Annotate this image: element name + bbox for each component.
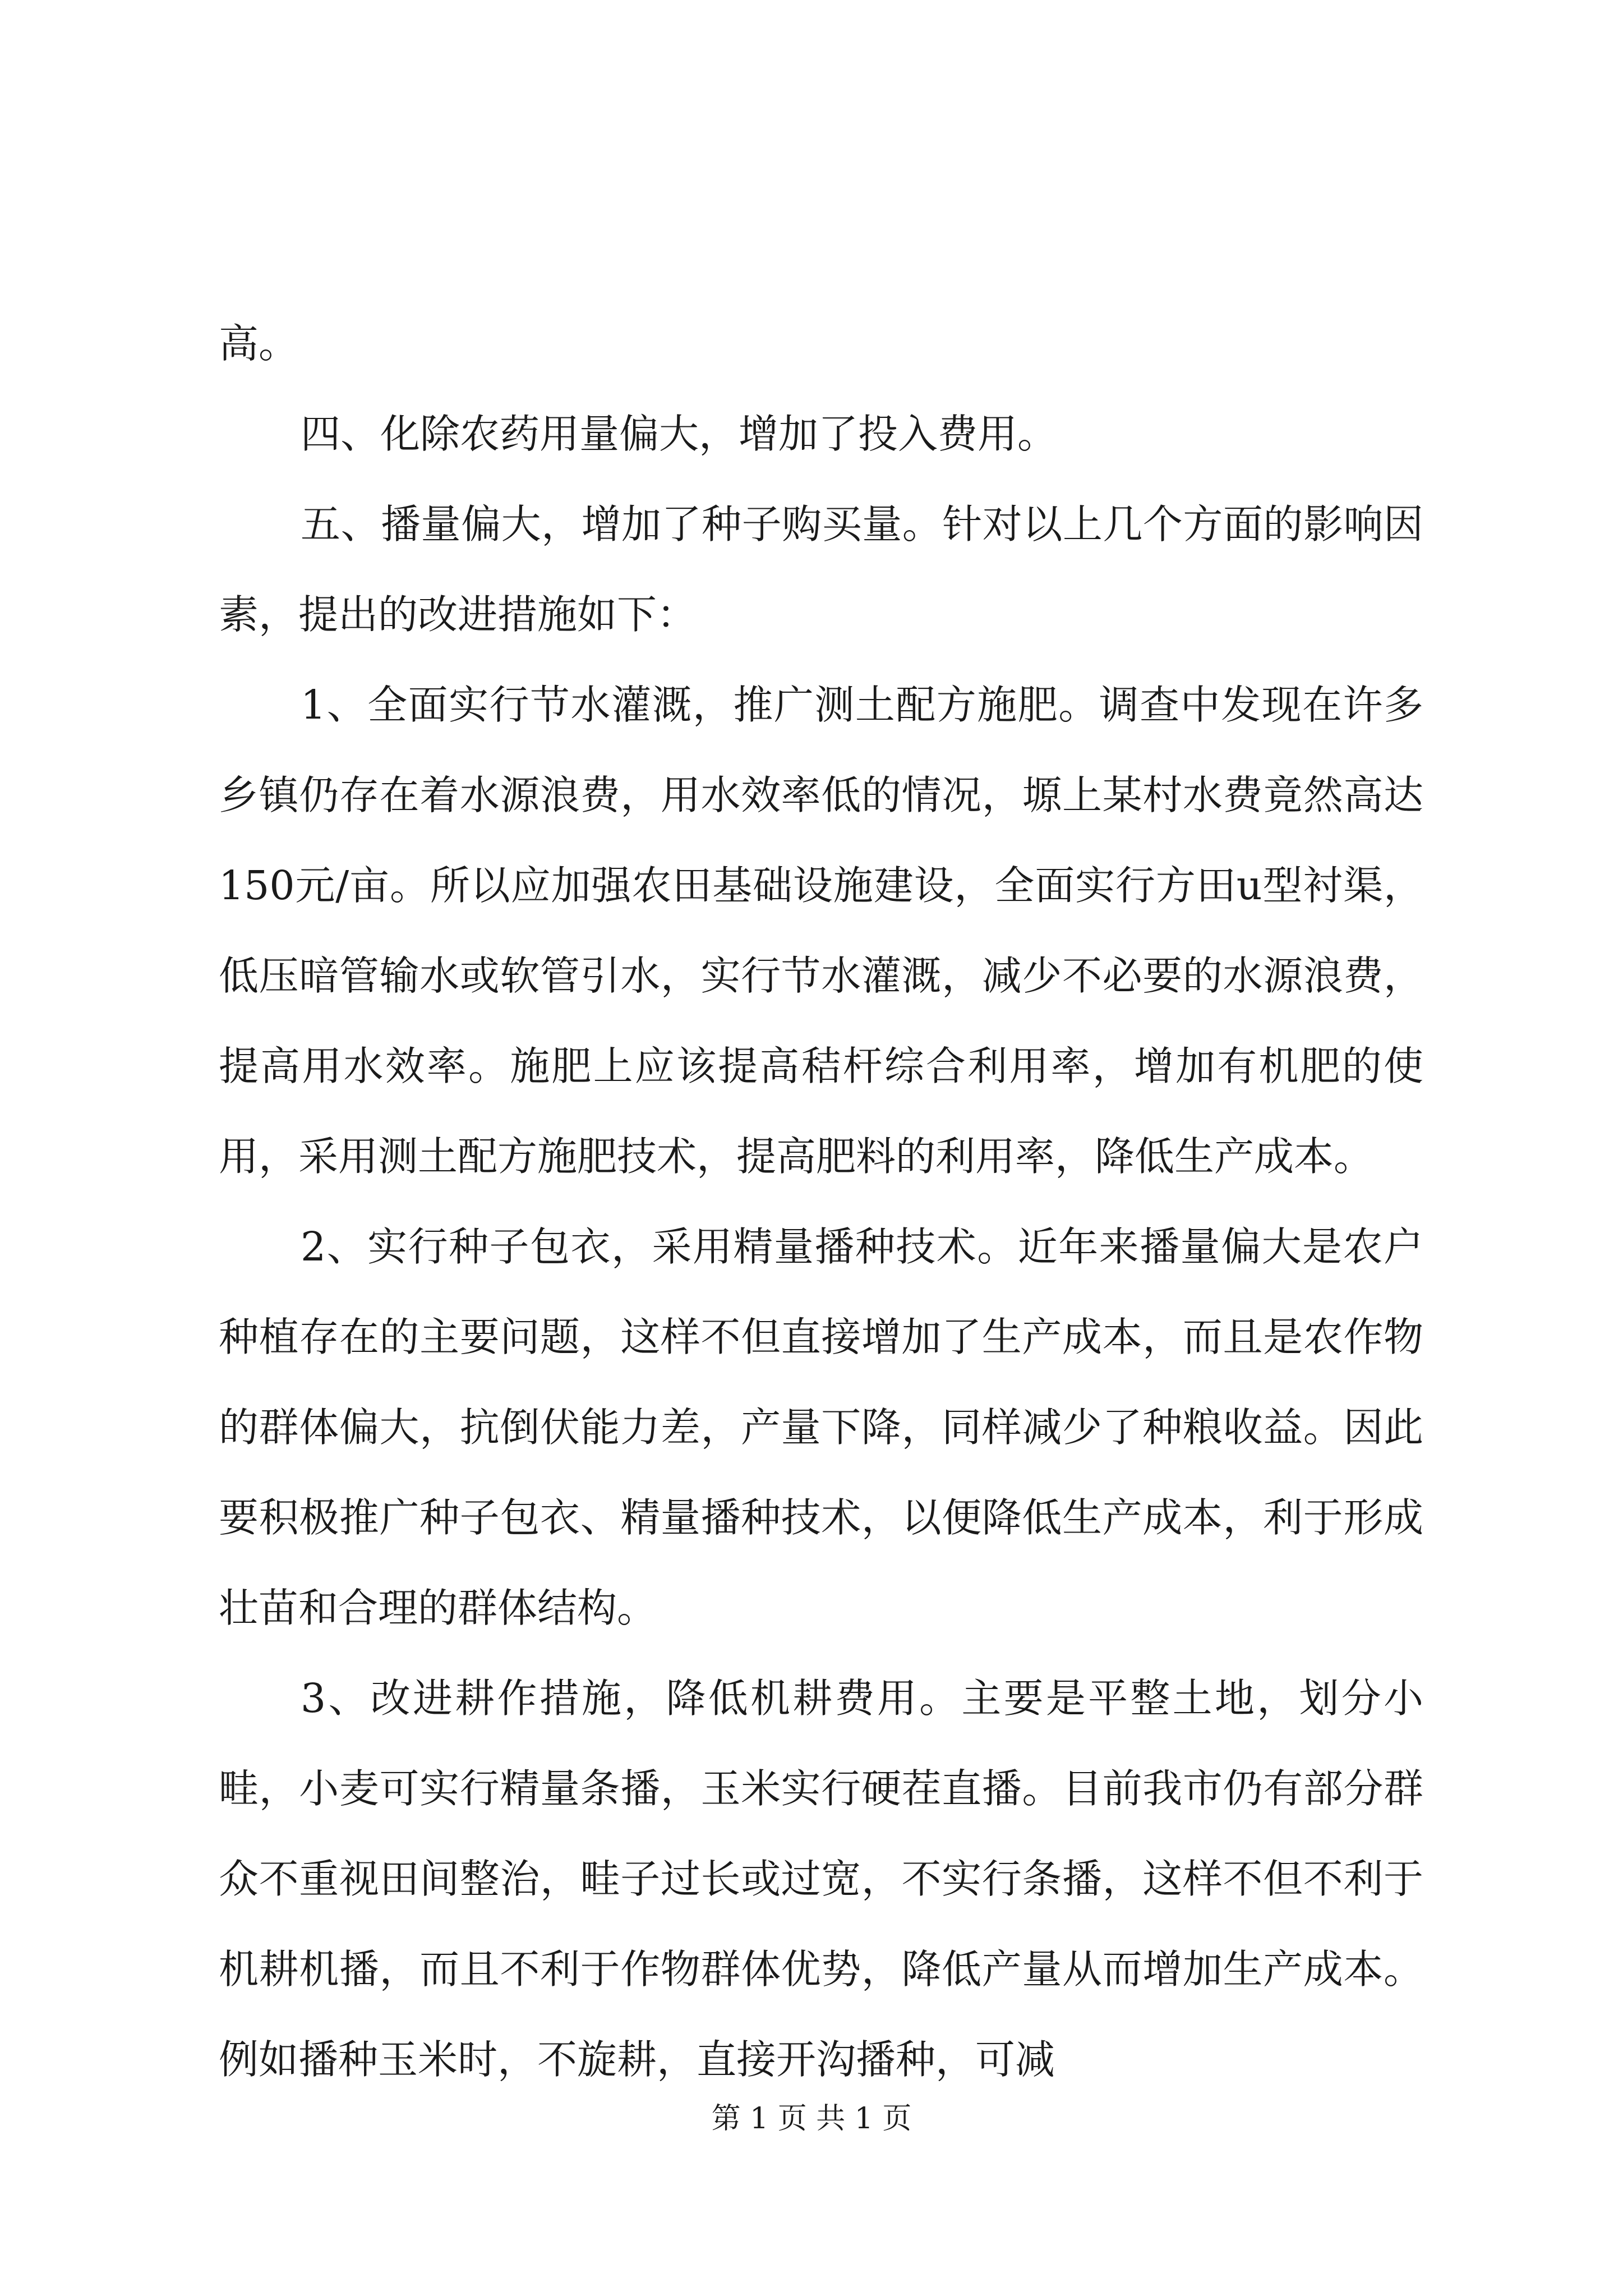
document-body xyxy=(219,298,1423,2105)
page-footer xyxy=(0,2099,1623,2138)
paragraph-5: 2、实行种子包衣，采用精量播种技术。近年来播量偏大是农户种植存在的主要问题，这样不但直接增加了生产成本，而且是农作物的群体偏大，抗倒伏能力差，产量下降，同样减少了种粮收益。因此要积极推广种子包衣、精量播种技术，以便降低生产成本，利于形成壮苗和合理的群体结构。 xyxy=(219,1223,1423,1631)
paragraph-6: 3、改进耕作措施，降低机耕费用。主要是平整土地，划分小畦，小麦可实行精量条播，玉米实行硬茬直播。目前我市仍有部分群众不重视田间整治，畦子过长或过宽，不实行条播，这样不但不利于机耕机播，而且不利于作物群体优势，降低产量从而增加生产成本。例如播种玉米时，不旋耕，直接开沟播种，可减 xyxy=(219,1675,1423,2083)
paragraph-2: 四、化除农药用量偏大，增加了投入费用。 xyxy=(301,411,1058,457)
paragraph-3: 五、播量偏大，增加了种子购买量。针对以上几个方面的影响因素，提出的改进措施如下： xyxy=(219,501,1423,638)
page-number: 第 1 页 共 1 页 xyxy=(711,2102,912,2136)
paragraph-4: 1、全面实行节水灌溉，推广测土配方施肥。调查中发现在许多乡镇仍存在着水源浪费，用水效率低的情况，塬上某村水费竟然高达150元/亩。所以应加强农田基础设施建设，全面实行方田u型衬渠，低压暗管输水或软管引水，实行节水灌溉，减少不必要的水源浪费，提高用水效率。施肥上应该提高秸杆综合利用率，增加有机肥的使用，采用测土配方施肥技术，提高肥料的利用率，降低生产成本。 xyxy=(219,682,1423,1180)
paragraph-1: 高。 xyxy=(219,320,299,367)
